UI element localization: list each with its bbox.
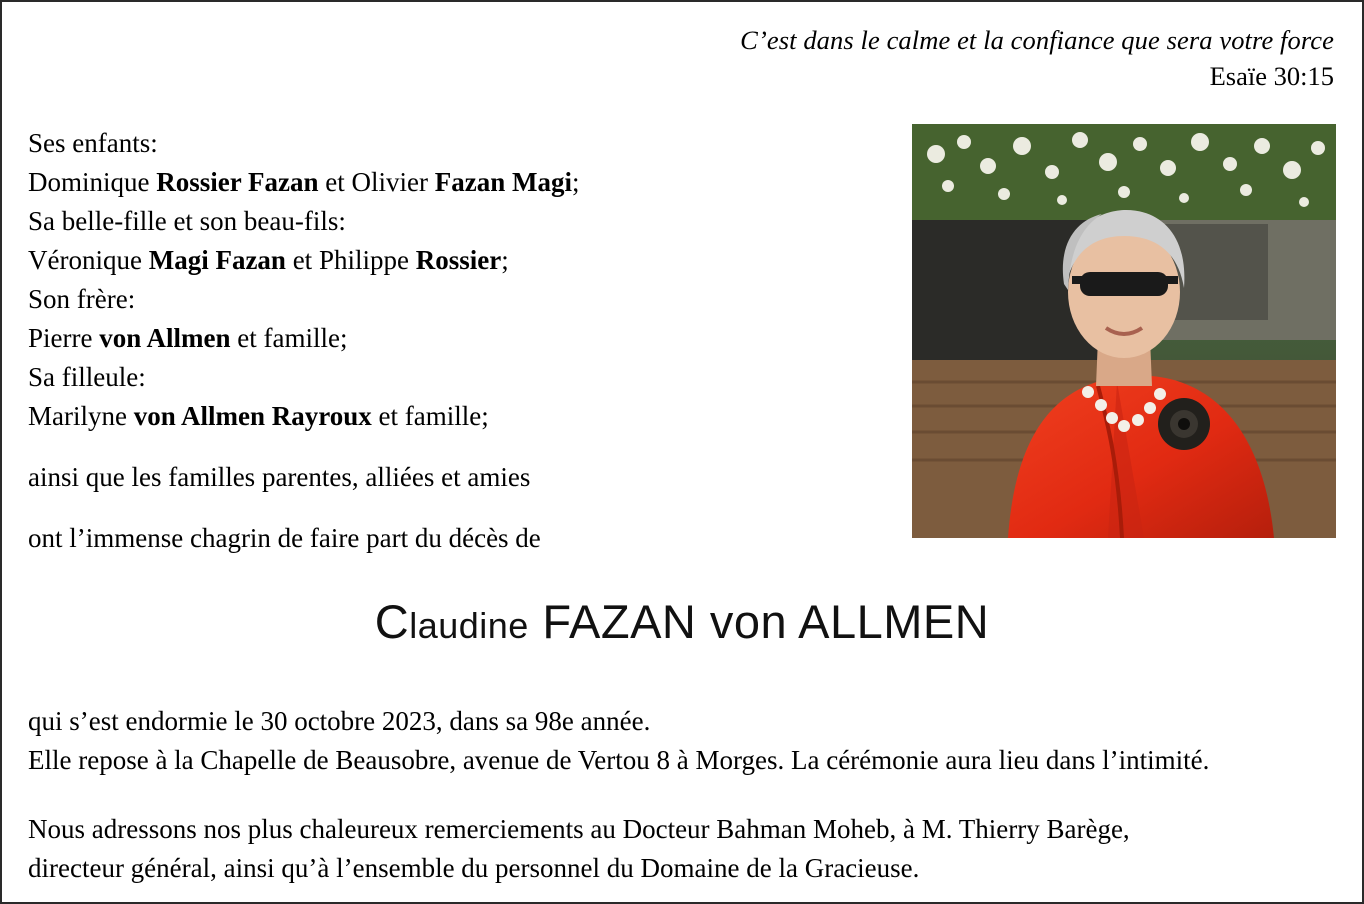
epigraph-verse: C’est dans le calme et la confiance que sera votre force xyxy=(740,25,1334,55)
family-line-goddaughter: Marilyne von Allmen Rayroux et famille; xyxy=(28,401,489,431)
deceased-first-name-initial: C xyxy=(374,595,410,648)
deceased-name xyxy=(2,594,1362,649)
family-spacer-1 xyxy=(28,436,888,458)
chapel-line: Elle repose à la Chapelle de Beausobre, avenue de Vertou 8 à Morges. La cérémonie aura lieu dans l’intimité. xyxy=(28,744,1210,775)
family-line-goddaughter-label: Sa filleule: xyxy=(28,362,146,392)
portrait-image xyxy=(912,124,1336,538)
thanks-block xyxy=(28,810,1348,888)
family-line-children: Dominique Rossier Fazan et Olivier Fazan Magi; xyxy=(28,167,580,197)
relatives-line: ainsi que les familles parentes, alliées et amies xyxy=(28,462,531,492)
deceased-last-names: FAZAN von ALLMEN xyxy=(542,595,990,648)
thanks-line-2: directeur général, ainsi qu’à l’ensemble du personnel du Domaine de la Gracieuse. xyxy=(28,852,920,883)
service-details xyxy=(28,702,1348,780)
family-line-brother: Pierre von Allmen et famille; xyxy=(28,323,348,353)
announcement-line: ont l’immense chagrin de faire part du décès de xyxy=(28,523,541,553)
epigraph-reference: Esaïe 30:15 xyxy=(1209,60,1334,91)
family-line-brother-label: Son frère: xyxy=(28,284,136,314)
deceased-first-name-rest: laudine xyxy=(409,605,529,646)
deceased-first-name xyxy=(375,595,543,648)
death-date-line: qui s’est endormie le 30 octobre 2023, dans sa 98e année. xyxy=(28,706,651,736)
family-line-inlaws-label: Sa belle-fille et son beau-fils: xyxy=(28,206,346,236)
family-list xyxy=(28,124,888,558)
portrait-photo xyxy=(912,124,1336,538)
thanks-line-1: Nous adressons nos plus chaleureux remerciements au Docteur Bahman Moheb, à M. Thierry Barège, xyxy=(28,814,1130,844)
epigraph xyxy=(740,24,1334,94)
family-spacer-2 xyxy=(28,497,888,519)
family-line-inlaws: Véronique Magi Fazan et Philippe Rossier; xyxy=(28,245,509,275)
family-line-children-label: Ses enfants: xyxy=(28,128,158,158)
